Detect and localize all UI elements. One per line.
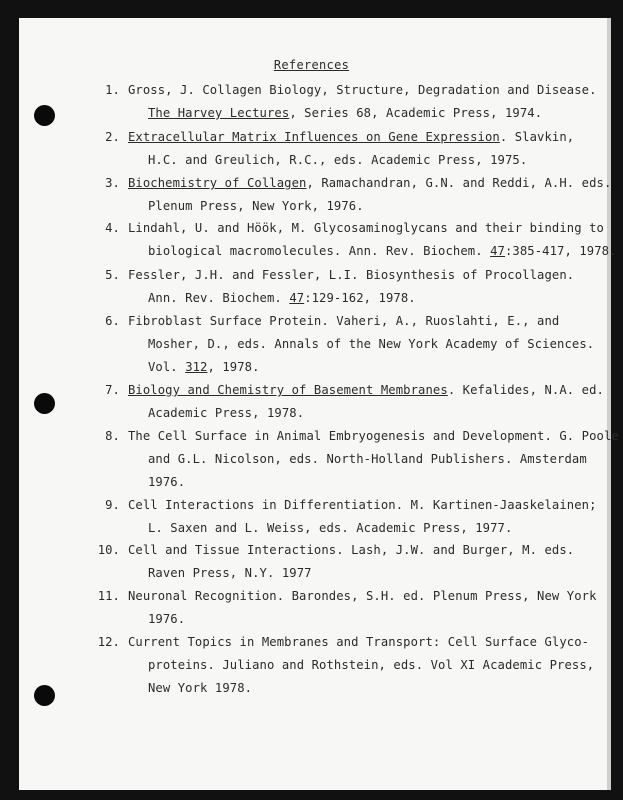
underlined-title-text: 47 xyxy=(289,291,305,305)
reference-line xyxy=(148,240,617,263)
reference-text: . Slavkin, xyxy=(499,130,575,144)
page-title: References xyxy=(273,58,350,72)
reference-line xyxy=(128,217,604,240)
reference-text: Gross, J. Collagen Biology, Structure, Degradation and Disease. xyxy=(128,83,597,97)
reference-text: Cell and Tissue Interactions. Lash, J.W. and Burger, M. eds. xyxy=(128,543,575,557)
reference-text: proteins. Juliano and Rothstein, eds. Vol XI Academic Press, xyxy=(148,658,595,672)
reference-number: 6. xyxy=(105,314,120,328)
reference-line xyxy=(148,448,587,471)
reference-text: Plenum Press, New York, 1976. xyxy=(148,199,364,213)
reference-text: :385-417, 1978. xyxy=(505,244,617,258)
reference-line xyxy=(128,172,611,195)
underlined-title-text: 312 xyxy=(185,360,208,374)
reference-number: 5. xyxy=(105,268,120,282)
reference-line xyxy=(148,402,304,425)
reference-line xyxy=(148,149,527,172)
reference-line xyxy=(128,379,604,402)
underlined-title-text: Extracellular Matrix Influences on Gene Expression xyxy=(128,130,500,144)
reference-text: . Kefalides, N.A. ed. xyxy=(447,383,604,397)
reference-text: Fibroblast Surface Protein. Vaheri, A., Ruoslahti, E., and xyxy=(128,314,560,328)
reference-line xyxy=(148,356,260,379)
reference-text: Ann. Rev. Biochem. xyxy=(148,291,290,305)
reference-text: , 1978. xyxy=(207,360,260,374)
reference-line xyxy=(148,677,252,700)
reference-line xyxy=(128,585,597,608)
reference-text: H.C. and Greulich, R.C., eds. Academic Press, 1975. xyxy=(148,153,528,167)
reference-text: 1976. xyxy=(148,475,186,489)
reference-line xyxy=(128,79,597,102)
reference-text: The Cell Surface in Animal Embryogenesis and Development. G. Poole xyxy=(128,429,619,443)
reference-text: Mosher, D., eds. Annals of the New York Academy of Sciences. xyxy=(148,337,595,351)
reference-line xyxy=(128,494,597,517)
reference-text: Current Topics in Membranes and Transport: Cell Surface Glyco- xyxy=(128,635,590,649)
binder-hole-top xyxy=(34,105,55,126)
reference-number: 8. xyxy=(105,429,120,443)
page-edge xyxy=(607,18,611,790)
reference-text: New York 1978. xyxy=(148,681,253,695)
reference-line xyxy=(128,310,559,333)
reference-text: Lindahl, U. and Höök, M. Glycosaminoglycans and their binding to xyxy=(128,221,604,235)
underlined-title-text: The Harvey Lectures xyxy=(148,106,290,120)
reference-line xyxy=(148,333,594,356)
reference-line xyxy=(128,631,589,654)
reference-text: biological macromolecules. Ann. Rev. Biochem. xyxy=(148,244,491,258)
reference-line xyxy=(148,608,185,631)
reference-text: Raven Press, N.Y. 1977 xyxy=(148,566,312,580)
reference-text: L. Saxen and L. Weiss, eds. Academic Press, 1977. xyxy=(148,521,513,535)
reference-number: 4. xyxy=(105,221,120,235)
underlined-title-text: Biochemistry of Collagen xyxy=(128,176,307,190)
reference-line xyxy=(128,425,619,448)
reference-number: 1. xyxy=(105,83,120,97)
reference-number: 2. xyxy=(105,130,120,144)
reference-line xyxy=(148,287,416,310)
reference-text: and G.L. Nicolson, eds. North-Holland Publishers. Amsterdam xyxy=(148,452,587,466)
reference-text: , Ramachandran, G.N. and Reddi, A.H. eds. xyxy=(306,176,612,190)
reference-text: Vol. xyxy=(148,360,186,374)
reference-text: , Series 68, Academic Press, 1974. xyxy=(289,106,543,120)
reference-line xyxy=(148,562,312,585)
reference-number: 10. xyxy=(97,543,120,557)
underlined-title-text: Biology and Chemistry of Basement Membranes xyxy=(128,383,448,397)
reference-line xyxy=(148,195,364,218)
reference-number: 12. xyxy=(97,635,120,649)
reference-text: :129-162, 1978. xyxy=(304,291,416,305)
reference-line xyxy=(148,471,185,494)
reference-number: 9. xyxy=(105,498,120,512)
reference-number: 11. xyxy=(97,589,120,603)
reference-text: Neuronal Recognition. Barondes, S.H. ed. Plenum Press, New York xyxy=(128,589,597,603)
binder-hole-bottom xyxy=(34,685,55,706)
reference-text: 1976. xyxy=(148,612,186,626)
reference-number: 3. xyxy=(105,176,120,190)
reference-line xyxy=(148,102,542,125)
reference-line xyxy=(128,264,574,287)
underlined-title-text: 47 xyxy=(490,244,505,258)
reference-line xyxy=(128,539,574,562)
reference-line xyxy=(128,126,574,149)
reference-text: Fessler, J.H. and Fessler, L.I. Biosynthesis of Procollagen. xyxy=(128,268,575,282)
reference-text: Cell Interactions in Differentiation. M. Kartinen-Jaaskelainen; xyxy=(128,498,597,512)
reference-line xyxy=(148,517,512,540)
reference-number: 7. xyxy=(105,383,120,397)
reference-line xyxy=(148,654,594,677)
reference-text: Academic Press, 1978. xyxy=(148,406,305,420)
